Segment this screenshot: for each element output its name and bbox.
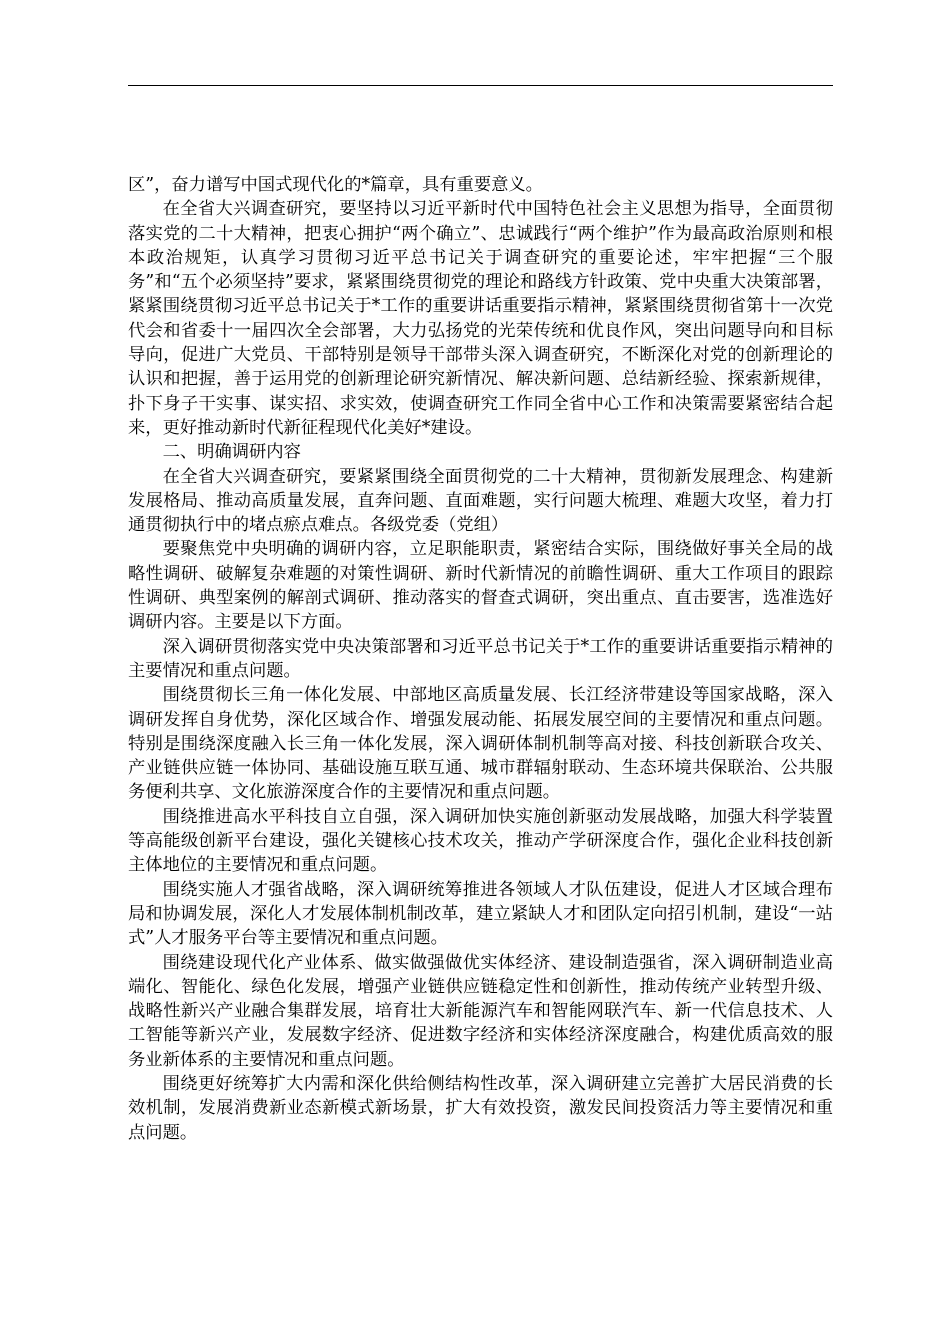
paragraph: 在全省大兴调查研究，要坚持以习近平新时代中国特色社会主义思想为指导，全面贯彻落实党的二十大精神，把衷心拥护“两个确立”、忠诚践行“两个维护”作为最高政治原则和根本政治规矩，认真学习贯彻习近平总书记关于调查研究的重要论述，牢牢把握“三个服务”和“五个必须坚持”要求，紧紧围绕贯彻党的理论和路线方针政策、党中央重大决策部署，紧紧围绕贯彻习近平总书记关于*工作的重要讲话重要指示精神，紧紧围绕贯彻省第十一次党代会和省委十一届四次全会部署，大力弘扬党的光荣传统和优良作风，突出问题导向和目标导向，促进广大党员、干部特别是领导干部带头深入调查研究，不断深化对党的创新理论的认识和把握，善于运用党的创新理论研究新情况、解决新问题、总结新经验、探索新规律，扑下身子干实事、谋实招、求实效，使调查研究工作同全省中心工作和决策需要紧密结合起来，更好推动新时代新征程现代化美好*建设。 <box>128 199 833 438</box>
paragraph: 围绕实施人才强省战略，深入调研统筹推进各领域人才队伍建设，促进人才区域合理布局和协调发展，深化人才发展体制机制改革，建立紧缺人才和团队定向招引机制，建设“一站式”人才服务平台等主要情况和重点问题。 <box>128 879 833 949</box>
paragraph: 深入调研贯彻落实党中央决策部署和习近平总书记关于*工作的重要讲话重要指示精神的主要情况和重点问题。 <box>128 636 833 681</box>
paragraph: 要聚焦党中央明确的调研内容，立足职能职责，紧密结合实际，围绕做好事关全局的战略性调研、破解复杂难题的对策性调研、新时代新情况的前瞻性调研、重大工作项目的跟踪性调研、典型案例的解剖式调研、推动落实的督查式调研，突出重点、直击要害，选准选好调研内容。主要是以下方面。 <box>128 539 833 633</box>
paragraph: 围绕贯彻长三角一体化发展、中部地区高质量发展、长江经济带建设等国家战略，深入调研发挥自身优势，深化区域合作、增强发展动能、拓展发展空间的主要情况和重点问题。特别是围绕深度融入长三角一体化发展，深入调研体制机制等高对接、科技创新联合攻关、产业链供应链一体协同、基础设施互联互通、城市群辐射联动、生态环境共保联治、公共服务便利共享、文化旅游深度合作的主要情况和重点问题。 <box>128 685 833 803</box>
paragraph: 围绕更好统筹扩大内需和深化供给侧结构性改革，深入调研建立完善扩大居民消费的长效机制，发展消费新业态新模式新场景，扩大有效投资，激发民间投资活力等主要情况和重点问题。 <box>128 1073 833 1143</box>
paragraph: 围绕推进高水平科技自立自强，深入调研加快实施创新驱动发展战略，加强大科学装置等高能级创新平台建设，强化关键核心技术攻关，推动产学研深度合作，强化企业科技创新主体地位的主要情况和重点问题。 <box>128 806 833 876</box>
paragraph: 区”，奋力谱写中国式现代化的*篇章，具有重要意义。 <box>128 175 543 195</box>
document-body <box>128 173 833 1145</box>
section-heading: 二、明确调研内容 <box>162 442 301 463</box>
header-rule <box>128 85 833 86</box>
paragraph: 在全省大兴调查研究，要紧紧围绕全面贯彻党的二十大精神，贯彻新发展理念、构建新发展格局、推动高质量发展，直奔问题、直面难题，实行问题大梳理、难题大攻坚，着力打通贯彻执行中的堵点瘀点难点。各级党委（党组） <box>128 466 833 536</box>
paragraph: 围绕建设现代化产业体系、做实做强做优实体经济、建设制造强省，深入调研制造业高端化、智能化、绿色化发展，增强产业链供应链稳定性和创新性，推动传统产业转型升级、战略性新兴产业融合集群发展，培育壮大新能源汽车和智能网联汽车、新一代信息技术、人工智能等新兴产业，发展数字经济、促进数字经济和实体经济深度融合，构建优质高效的服务业新体系的主要情况和重点问题。 <box>128 952 833 1070</box>
